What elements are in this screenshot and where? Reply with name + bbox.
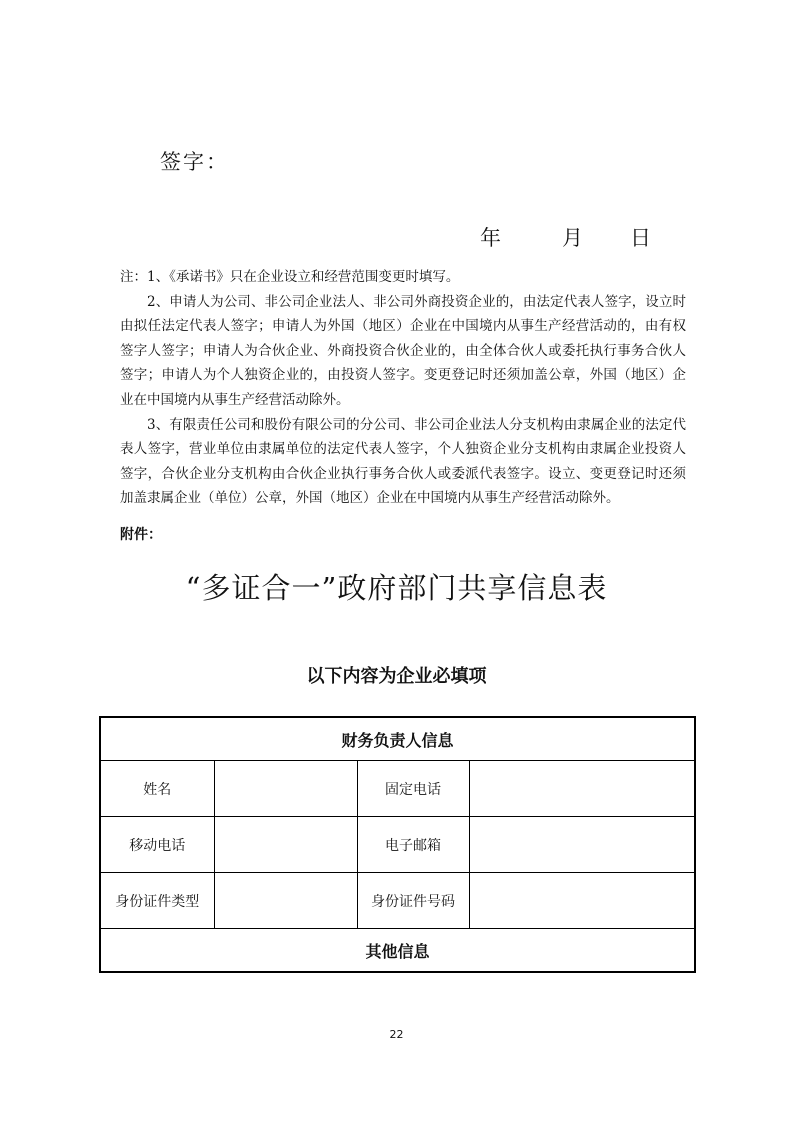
table-row xyxy=(100,761,695,817)
landline-label: 固定电话 xyxy=(357,761,469,817)
id-type-label: 身份证件类型 xyxy=(100,873,214,929)
table-row xyxy=(100,817,695,873)
page-number: 22 xyxy=(389,1028,404,1041)
note-2: 2、申请人为公司、非公司企业法人、非公司外商投资企业的，由法定代表人签字，设立时由拟任法定代表人签字；申请人为外国（地区）企业在中国境内从事生产经营活动的，由有权签字人签字；申请人为合伙企业、外商投资合伙企业的，由全体合伙人或委托执行事务合伙人签字；申请人为个人独资企业的，由投资人签字。变更登记时还须加盖公章，外国（地区）企业在中国境内从事生产经营活动除外。 xyxy=(120,293,686,408)
email-field[interactable] xyxy=(469,817,695,873)
form-title: “多证合一”政府部门共享信息表 xyxy=(185,571,608,605)
id-type-field[interactable] xyxy=(214,873,357,929)
name-label: 姓名 xyxy=(100,761,214,817)
mobile-label: 移动电话 xyxy=(100,817,214,873)
date-year: 年 xyxy=(480,226,501,250)
note-3: 3、有限责任公司和股份有限公司的分公司、非公司企业法人分支机构由隶属企业的法定代表人签字，营业单位由隶属单位的法定代表人签字，个人独资企业分支机构由隶属企业投资人签字，合伙企业分支机构由合伙企业执行事务合伙人或委派代表签字。设立、变更登记时还须加盖隶属企业（单位）公章，外国（地区）企业在中国境内从事生产经营活动除外。 xyxy=(120,416,686,507)
table-row xyxy=(100,873,695,929)
section-title-finance: 财务负责人信息 xyxy=(100,717,695,761)
form-subtitle: 以下内容为企业必填项 xyxy=(306,666,487,687)
landline-field[interactable] xyxy=(469,761,695,817)
notes-section xyxy=(120,265,686,511)
attachment-label: 附件： xyxy=(120,527,162,543)
date-month: 月 xyxy=(562,226,583,250)
note-1: 注：1、《承诺书》只在企业设立和经营范围变更时填写。 xyxy=(120,269,460,285)
date-day: 日 xyxy=(630,226,651,250)
id-number-label: 身份证件号码 xyxy=(357,873,469,929)
section-title-other: 其他信息 xyxy=(100,929,695,973)
signature-label: 签字： xyxy=(160,150,229,174)
email-label: 电子邮箱 xyxy=(357,817,469,873)
shared-info-table xyxy=(99,716,696,973)
id-number-field[interactable] xyxy=(469,873,695,929)
name-field[interactable] xyxy=(214,761,357,817)
mobile-field[interactable] xyxy=(214,817,357,873)
